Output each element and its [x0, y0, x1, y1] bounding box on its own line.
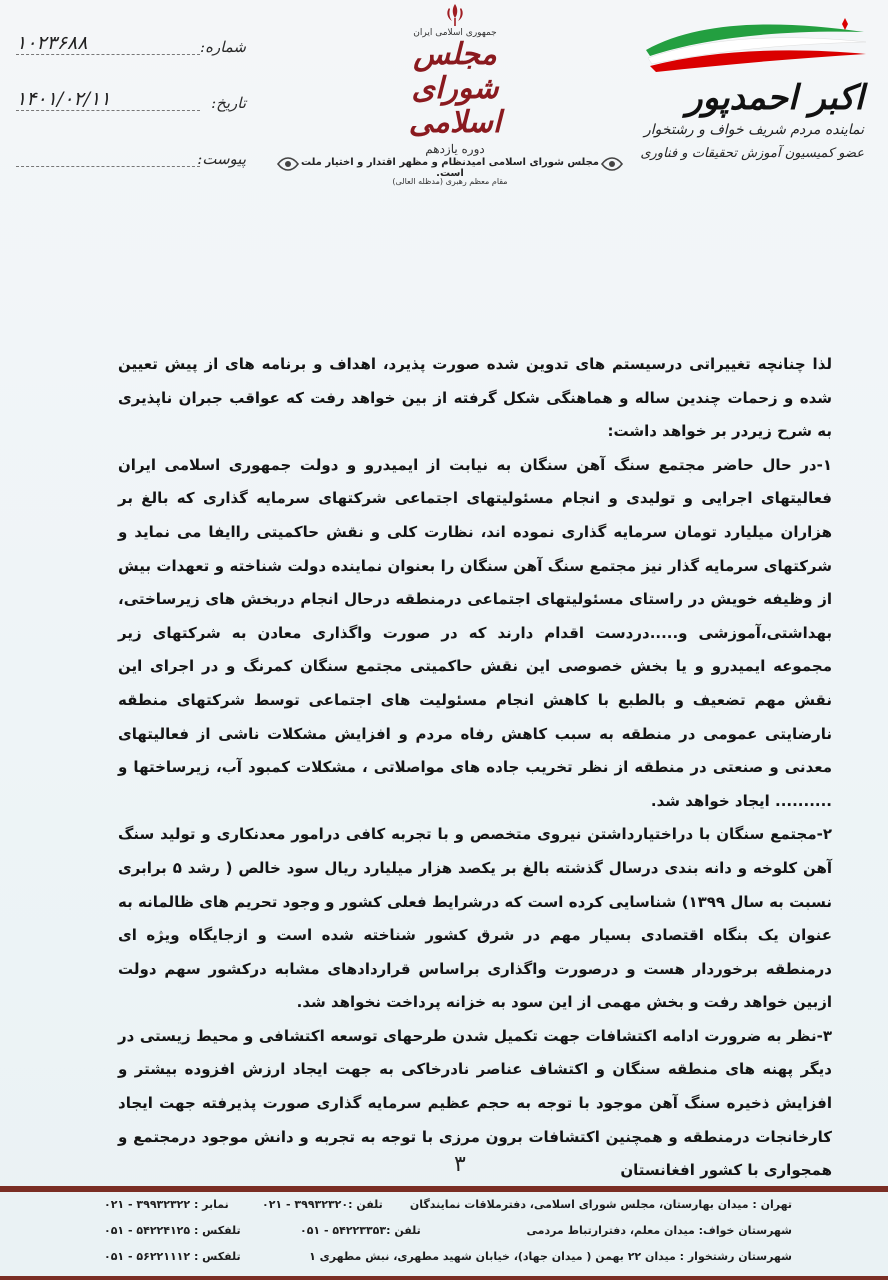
representative-name: اکبر احمدپور	[686, 78, 864, 118]
date-value: ۱۴۰۱/۰۲/۱۱	[16, 88, 111, 110]
footer-row2-address: شهرستان خواف: میدان معلم، دفترارتباط مردمی	[526, 1224, 792, 1237]
letter-body	[118, 348, 832, 1188]
date-label: تاریخ:	[211, 94, 246, 112]
footer-row1-fax: نمابر : ۳۹۹۳۲۳۲۲ - ۰۲۱	[104, 1198, 229, 1211]
date-line	[16, 110, 200, 111]
number-value: ۱۰۲۳۶۸۸	[16, 32, 88, 54]
date-row	[16, 90, 246, 118]
majlis-term: دوره یازدهم	[425, 142, 485, 156]
footer-row1-phone: تلفن :۳۹۹۳۲۳۲۰ - ۰۲۱	[262, 1198, 383, 1211]
footer-row1-address: تهران : میدان بهارستان، مجلس شورای اسلامی، دفترملاقات نمایندگان	[409, 1198, 792, 1211]
number-row	[16, 34, 246, 62]
page-number: ۳	[454, 1152, 466, 1177]
representative-committee: عضو کمیسیون آموزش تحقیقات و فناوری	[640, 146, 864, 161]
motto-source: مقام معظم رهبری (مدظله العالی)	[392, 177, 508, 186]
letter-meta	[16, 34, 246, 202]
footer-row2-phone: تلفن :۵۴۲۲۳۳۵۳ - ۰۵۱	[300, 1224, 421, 1237]
attachment-row	[16, 146, 246, 174]
republic-line: جمهوری اسلامی ایران	[413, 28, 497, 38]
body-paragraph-3: ۳-نظر به ضرورت ادامه اکتشافات جهت تکمیل شدن طرحهای توسعه اکتشافی و محیط زیستی در دیگر پهنه های منطقه سنگان و اکتشاف عناصر نادرخاکی به جهت ایجاد ارزش افزوده بیشتر و افزایش ذخیره سنگ آهن موجود با توجه به حجم عظیم سرمایه گذاری صورت پذیرفته جهت ایجاد کارخانجات درمنطقه و همچنین اکتشافات برون مرزی با توجه به تجربه و دانش موجود درمجتمع و همجواری با کشور افغانستان	[118, 1026, 832, 1180]
attachment-label: پیوست:	[197, 150, 246, 168]
motto-text: مجلس شورای اسلامی امیدنظام و مظهر اقتدار و اختیار ملت است.	[301, 157, 599, 179]
footer-row3-address: شهرستان رشتخوار : میدان ۲۲ بهمن ( میدان جهاد)، خیابان شهید مطهری، نبش مطهری ۱	[309, 1250, 792, 1263]
majlis-header	[370, 2, 540, 156]
number-label: شماره:	[200, 38, 246, 56]
body-paragraph-1: ۱-در حال حاضر مجتمع سنگ آهن سنگان به نیابت از ایمیدرو و دولت جمهوری اسلامی ایران فعالیتهای اجرایی و تولیدی و انجام مسئولیتهای اجتماعی شرکتهای سرمایه گذاری که بالغ بر هزاران میلیارد تومان سرمایه گذاری نموده اند، نظارت کلی و نقش حاکمیتی راایفا می نماید و شرکتهای سرمایه گذار نیز مجتمع سنگ آهن سنگان را بعنوان نماینده دولت شناخته و تعهدات بیش از وظیفه خویش در راستای مسئولیتهای اجتماعی درمنطقه درحال انجام دربخش های زیرساختی، بهداشتی،آموزشی و.....دردست اقدام دارند که در صورت واگذاری معادن به شرکتهای زیر مجموعه ایمیدرو و یا بخش خصوصی این نقش حاکمیتی مجتمع سنگان کمرنگ و در اجرای این نقش مهم تضعیف و بالطبع با کاهش انجام مسئولیت های اجتماعی توسط شرکتهای منطقه نارضایتی عمومی در منطقه به سبب کاهش رفاه مردم و افزایش مشکلات ناشی از فعالیتهای معدنی و صنعتی در منطقه از نظر تخریب جاده های مواصلاتی ، مشکلات کمبود آب، زیرساختها و .......... ایجاد خواهد شد.	[118, 455, 832, 810]
letter-footer	[0, 1192, 888, 1276]
iran-emblem-icon	[440, 2, 470, 28]
footer-row2-fax: تلفکس : ۵۴۲۲۴۱۲۵ - ۰۵۱	[104, 1224, 241, 1237]
body-paragraph-intro: لذا چنانچه تغییراتی درسیستم های تدوین شده صورت پذیرد، اهداف و برنامه های از پیش تعیین شده و زحمات چندین ساله و هماهنگی شکل گرفته از بین خواهد رفت که عواقب جبران ناپذیری به شرح زیردر بر خواهد داشت:	[118, 355, 832, 441]
footer-bar-bottom	[0, 1276, 888, 1280]
representative-header	[614, 20, 864, 161]
ornament-left-icon	[276, 152, 300, 176]
number-line	[16, 54, 200, 55]
representative-constituency: نماینده مردم شریف خواف و رشتخوار	[644, 122, 864, 138]
footer-row3-fax: تلفکس : ۵۶۲۲۱۱۱۲ - ۰۵۱	[104, 1250, 241, 1263]
attachment-line	[16, 166, 200, 167]
body-paragraph-2: ۲-مجتمع سنگان با دراختیارداشتن نیروی متخصص و با تجربه کافی درامور معدنکاری و تولید سنگ آهن کلوخه و دانه بندی درسال گذشته بالغ بر یکصد هزار میلیارد ریال سود خالص ( رشد ۵ برابری نسبت به سال ۱۳۹۹) شناسایی کرده است که درشرایط فعلی کشور و وجود تحریم های ظالمانه به عنوان یک بنگاه اقتصادی بسیار مهم در شرق کشور شناخته شده است و ازجایگاه ویژه ای درمنطقه برخوردار هست و درصورت واگذاری براساس قراردادهای مشابه درکشور سهم دولت ازبین خواهد رفت و بخش مهمی از این سود به خزانه پرداخت نخواهد شد.	[118, 825, 833, 1012]
majlis-title: مجلس شورای اسلامی	[408, 37, 502, 140]
